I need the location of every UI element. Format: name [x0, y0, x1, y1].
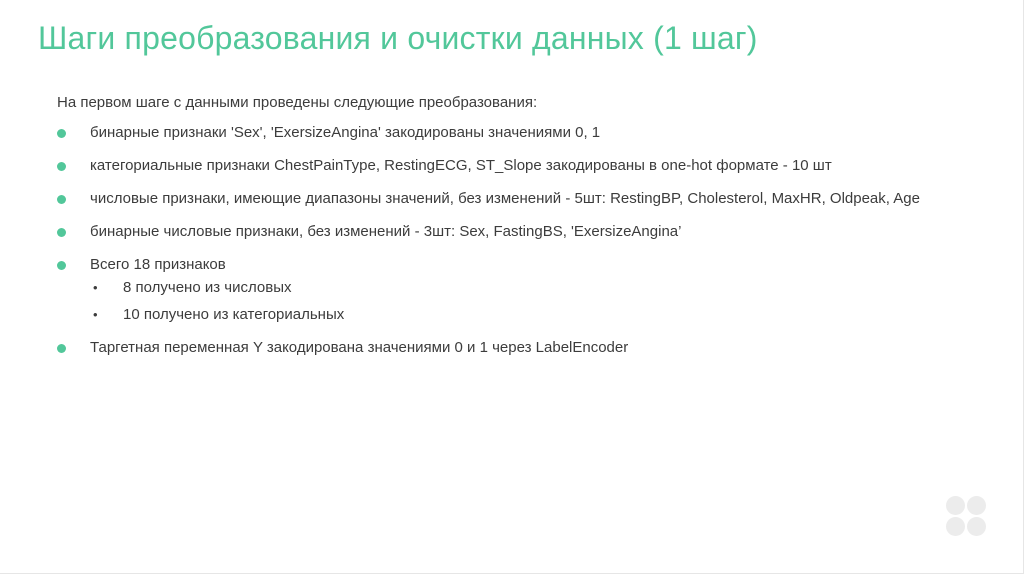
sub-bullet-item: [90, 305, 957, 325]
watermark-logo-icon: [945, 495, 987, 537]
green-dot-icon: [57, 228, 66, 237]
bullet-text: категориальные признаки ChestPainType, RestingECG, ST_Slope закодированы в one-hot формате - 10 шт: [90, 157, 832, 174]
bullet-text: бинарные числовые признаки, без изменений - 3шт: Sex, FastingBS, 'ExersizeAngina’: [90, 223, 682, 240]
green-dot-icon: [57, 261, 66, 270]
green-dot-icon: [57, 344, 66, 353]
sub-bullet-glyph: •: [93, 307, 98, 322]
bullet-text: числовые признаки, имеющие диапазоны значений, без изменений - 5шт: RestingBP, Cholesterol, MaxHR, Oldpeak, Age: [90, 190, 920, 207]
sub-bullet-text: 10 получено из категориальных: [123, 306, 345, 323]
bullet-item: [57, 255, 957, 325]
green-dot-icon: [57, 195, 66, 204]
slide-content: [57, 93, 957, 371]
bullet-text: Таргетная переменная Y закодирована значениями 0 и 1 через LabelEncoder: [90, 339, 629, 356]
green-dot-icon: [57, 162, 66, 171]
bullet-item: [57, 156, 957, 176]
intro-text: На первом шаге с данными проведены следующие преобразования:: [57, 94, 538, 111]
bullet-list: [57, 123, 957, 358]
bullet-item: [57, 189, 957, 209]
sub-bullet-list: [90, 278, 957, 325]
sub-bullet-glyph: •: [93, 280, 98, 295]
slide-title: Шаги преобразования и очистки данных (1 шаг): [38, 20, 758, 56]
sub-bullet-item: [90, 278, 957, 298]
bullet-item: [57, 123, 957, 143]
green-dot-icon: [57, 129, 66, 138]
bullet-text: бинарные признаки 'Sex', 'ExersizeAngina' закодированы значениями 0, 1: [90, 124, 601, 141]
bullet-item: [57, 222, 957, 242]
bullet-item: [57, 338, 957, 358]
sub-bullet-text: 8 получено из числовых: [123, 279, 292, 296]
bullet-text: Всего 18 признаков: [90, 256, 226, 273]
